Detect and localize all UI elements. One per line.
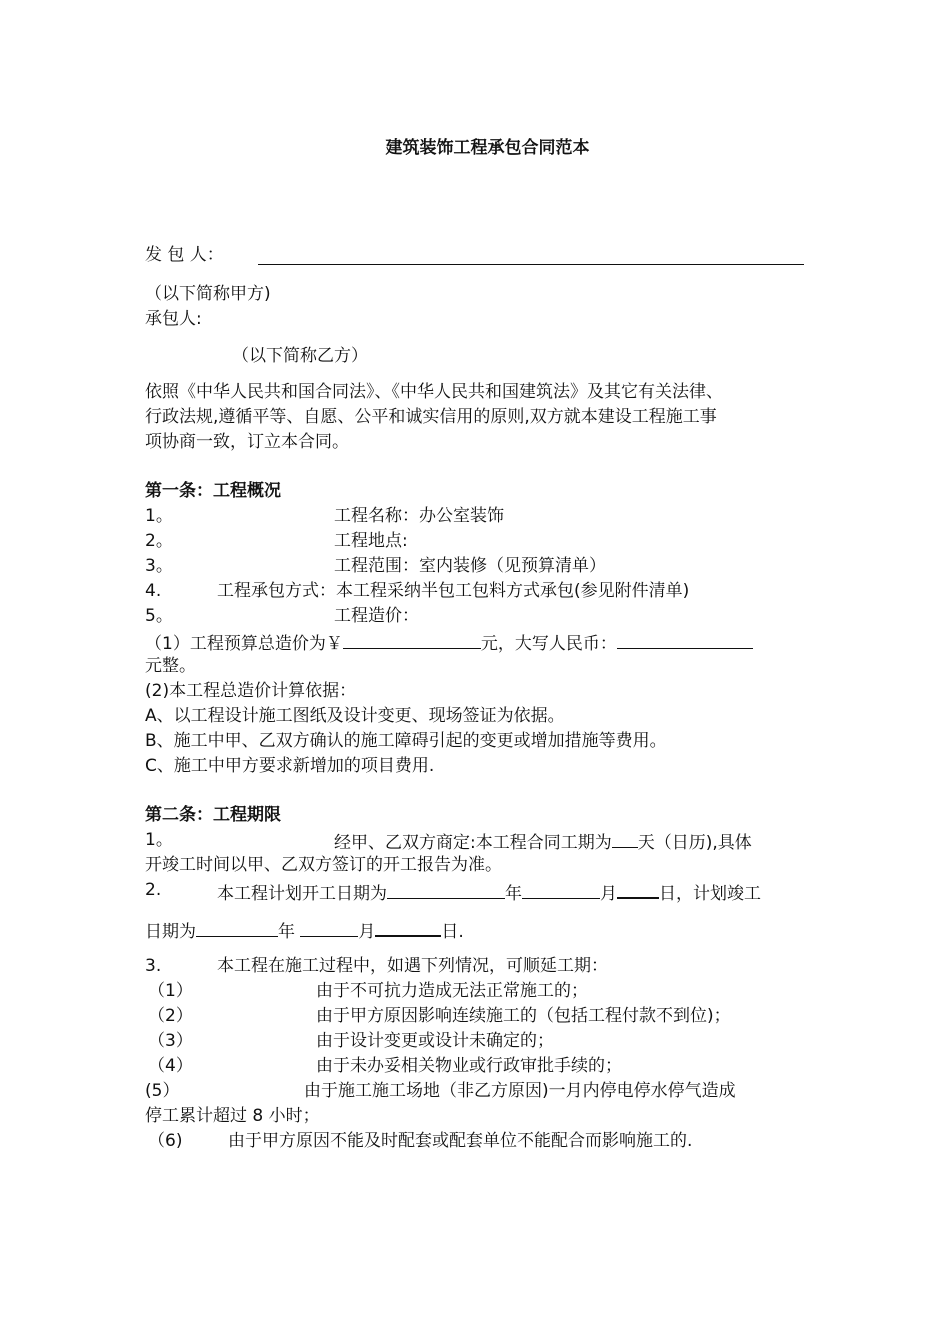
contractor-note: （以下简称乙方） — [232, 346, 368, 366]
end-month-blank — [300, 918, 358, 937]
case-1-num: （1） — [148, 981, 193, 1001]
start-day-blank — [617, 879, 659, 899]
budget-prefix: （1）工程预算总造价为￥ — [145, 634, 343, 654]
basis-item-c: C、施工中甲方要求新增加的项目费用. — [145, 756, 435, 776]
employer-note: （以下简称甲方) — [145, 284, 271, 304]
article2-heading: 第二条：工程期限 — [145, 805, 281, 825]
article1-item-3-num: 3。 — [145, 556, 173, 576]
budget-line — [145, 630, 753, 655]
case-3-text: 由于设计变更或设计未确定的； — [316, 1031, 554, 1051]
employer-blank — [258, 247, 804, 265]
employer-label: 发 包 人： — [145, 245, 224, 265]
article1-item-5-text: 工程造价： — [334, 606, 419, 626]
case-2-text: 由于甲方原因影响连续施工的（包括工程付款不到位)； — [316, 1006, 731, 1026]
budget-amount-blank — [343, 630, 481, 649]
end-day-label: 日. — [441, 922, 464, 942]
article1-heading: 第一条：工程概况 — [145, 481, 281, 501]
duration-prefix: 经甲、乙双方商定:本工程合同工期为 — [334, 833, 612, 853]
article2-item-1-text — [334, 829, 752, 854]
start-year-label: 年 — [505, 884, 522, 904]
article2-item-3-text: 本工程在施工过程中，如遇下列情况，可顺延工期： — [217, 956, 608, 976]
case-4-num: （4） — [148, 1056, 193, 1076]
case-4-text: 由于未办妥相关物业或行政审批手续的； — [316, 1056, 622, 1076]
basis-item-b: B、施工中甲、乙双方确认的施工障碍引起的变更或增加措施等费用。 — [145, 731, 667, 751]
article1-item-2-text: 工程地点: — [334, 531, 408, 551]
article1-item-4-text: 工程承包方式：本工程采纳半包工包料方式承包(参见附件清单) — [217, 581, 690, 601]
basis-heading: (2)本工程总造价计算依据： — [145, 681, 357, 701]
preamble-line-1: 依照《中华人民共和国合同法》、《中华人民共和国建筑法》及其它有关法律、 — [145, 382, 723, 402]
article1-item-2-num: 2。 — [145, 531, 173, 551]
article2-item-1-num: 1。 — [145, 830, 173, 850]
article2-item-2-text — [217, 879, 761, 905]
case-5-num: (5） — [145, 1081, 180, 1101]
start-month-label: 月 — [600, 884, 617, 904]
start-month-blank — [522, 880, 600, 899]
article1-item-3-text: 工程范围：室内装修（见预算清单） — [334, 556, 606, 576]
start-date-prefix: 本工程计划开工日期为 — [217, 884, 387, 904]
preamble-line-2: 行政法规,遵循平等、自愿、公平和诚实信用的原则,双方就本建设工程施工事 — [145, 407, 717, 427]
preamble-line-3: 项协商一致，订立本合同。 — [145, 432, 349, 452]
start-year-blank — [387, 880, 505, 899]
end-month-label: 月 — [358, 922, 376, 942]
budget-mid: 元，大写人民币： — [480, 634, 617, 654]
end-date-line — [145, 917, 464, 943]
case-6-text: 由于甲方原因不能及时配套或配套单位不能配合而影响施工的. — [228, 1131, 693, 1151]
contractor-label: 承包人: — [145, 309, 202, 329]
article1-item-1-num: 1。 — [145, 506, 173, 526]
end-date-prefix: 日期为 — [145, 922, 196, 942]
end-year-blank — [196, 918, 278, 937]
case-2-num: （2） — [148, 1006, 193, 1026]
duration-days-blank — [612, 829, 638, 848]
article1-item-5-num: 5。 — [145, 606, 173, 626]
start-day-suffix: 日，计划竣工 — [659, 884, 761, 904]
end-year-label: 年 — [278, 922, 295, 942]
end-day-blank — [375, 917, 441, 937]
case-5-text: 由于施工施工场地（非乙方原因)一月内停电停水停气造成 — [304, 1081, 736, 1101]
article1-item-4-num: 4. — [145, 581, 162, 601]
article2-item-2-num: 2. — [145, 880, 162, 900]
article2-item-3-num: 3. — [145, 956, 162, 976]
article2-item-1-cont: 开竣工时间以甲、乙双方签订的开工报告为准。 — [145, 855, 502, 875]
document-title: 建筑装饰工程承包合同范本 — [385, 138, 590, 158]
budget-end: 元整。 — [145, 656, 196, 676]
duration-suffix: 天（日历),具体 — [637, 833, 752, 853]
case-5-cont: 停工累计超过 8 小时； — [145, 1106, 320, 1126]
basis-item-a: A、以工程设计施工图纸及设计变更、现场签证为依据。 — [145, 706, 565, 726]
budget-words-blank — [617, 630, 753, 649]
article1-item-1-text: 工程名称：办公室装饰 — [334, 506, 504, 526]
case-1-text: 由于不可抗力造成无法正常施工的； — [316, 981, 588, 1001]
case-3-num: （3） — [148, 1031, 193, 1051]
case-6-num: （6) — [148, 1131, 183, 1151]
